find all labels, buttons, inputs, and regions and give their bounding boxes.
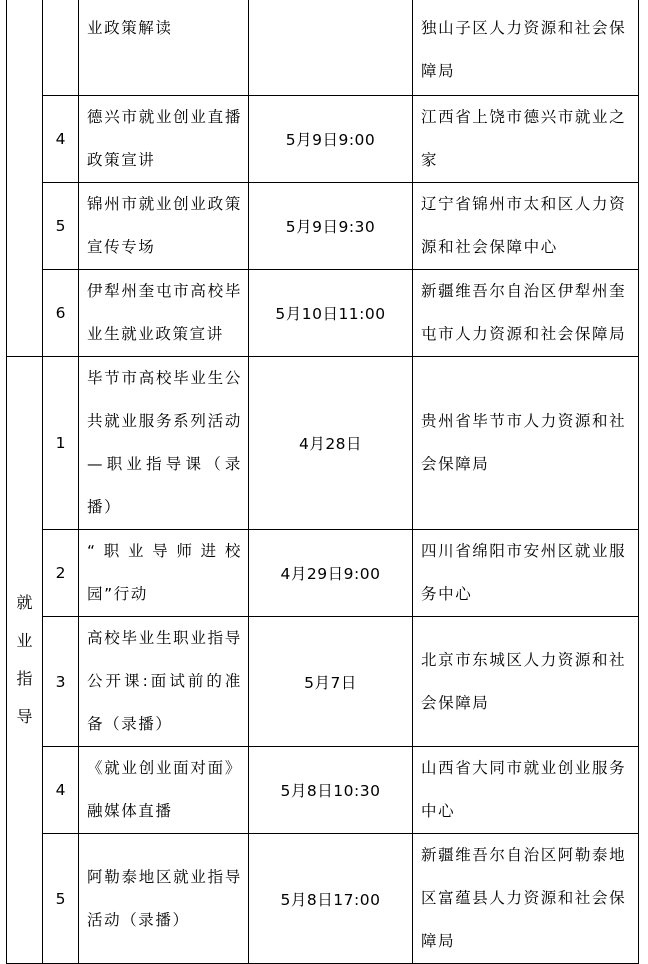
table-row — [7, 617, 639, 747]
activity-time — [249, 0, 413, 96]
activity-time: 5月9日9:00 — [249, 96, 413, 183]
activity-time: 5月9日9:30 — [249, 183, 413, 270]
activity-time: 4月29日9:00 — [249, 530, 413, 617]
row-number: 5 — [43, 183, 79, 270]
table-row — [7, 357, 639, 530]
activity-time: 5月7日 — [249, 617, 413, 747]
category-label: 就业指导 — [16, 593, 33, 726]
organizer: 贵州省毕节市人力资源和社会保障局 — [413, 357, 639, 530]
row-number: 2 — [43, 530, 79, 617]
activity-name: 阿勒泰地区就业指导活动（录播） — [79, 834, 249, 964]
row-number — [43, 0, 79, 96]
organizer: 四川省绵阳市安州区就业服务中心 — [413, 530, 639, 617]
activity-time: 5月8日17:00 — [249, 834, 413, 964]
table-row — [7, 183, 639, 270]
category-cell — [7, 0, 43, 357]
table-row — [7, 270, 639, 357]
activity-name: 高校毕业生职业指导公开课:面试前的准备（录播） — [79, 617, 249, 747]
organizer: 北京市东城区人力资源和社会保障局 — [413, 617, 639, 747]
row-number: 1 — [43, 357, 79, 530]
activity-time: 5月10日11:00 — [249, 270, 413, 357]
organizer: 新疆维吾尔自治区伊犁州奎屯市人力资源和社会保障局 — [413, 270, 639, 357]
organizer: 新疆维吾尔自治区阿勒泰地区富蕴县人力资源和社会保障局 — [413, 834, 639, 964]
table-row — [7, 96, 639, 183]
table-row — [7, 834, 639, 964]
table-row — [7, 530, 639, 617]
activity-name: 锦州市就业创业政策宣传专场 — [79, 183, 249, 270]
organizer: 江西省上饶市德兴市就业之家 — [413, 96, 639, 183]
table-row — [7, 747, 639, 834]
activity-name: 伊犁州奎屯市高校毕业生就业政策宣讲 — [79, 270, 249, 357]
activity-name: 毕节市高校毕业生公共就业服务系列活动—职业指导课（录播） — [79, 357, 249, 530]
category-cell — [7, 357, 43, 964]
schedule-table — [6, 0, 639, 964]
activity-name: 《就业创业面对面》融媒体直播 — [79, 747, 249, 834]
row-number: 5 — [43, 834, 79, 964]
activity-name: “职业导师进校园”行动 — [79, 530, 249, 617]
organizer: 山西省大同市就业创业服务中心 — [413, 747, 639, 834]
organizer: 辽宁省锦州市太和区人力资源和社会保障中心 — [413, 183, 639, 270]
row-number: 4 — [43, 747, 79, 834]
activity-time: 5月8日10:30 — [249, 747, 413, 834]
row-number: 6 — [43, 270, 79, 357]
row-number: 3 — [43, 617, 79, 747]
activity-time: 4月28日 — [249, 357, 413, 530]
activity-name: 德兴市就业创业直播政策宣讲 — [79, 96, 249, 183]
activity-name: 业政策解读 — [79, 0, 249, 96]
organizer: 独山子区人力资源和社会保障局 — [413, 0, 639, 96]
table-row — [7, 0, 639, 96]
row-number: 4 — [43, 96, 79, 183]
